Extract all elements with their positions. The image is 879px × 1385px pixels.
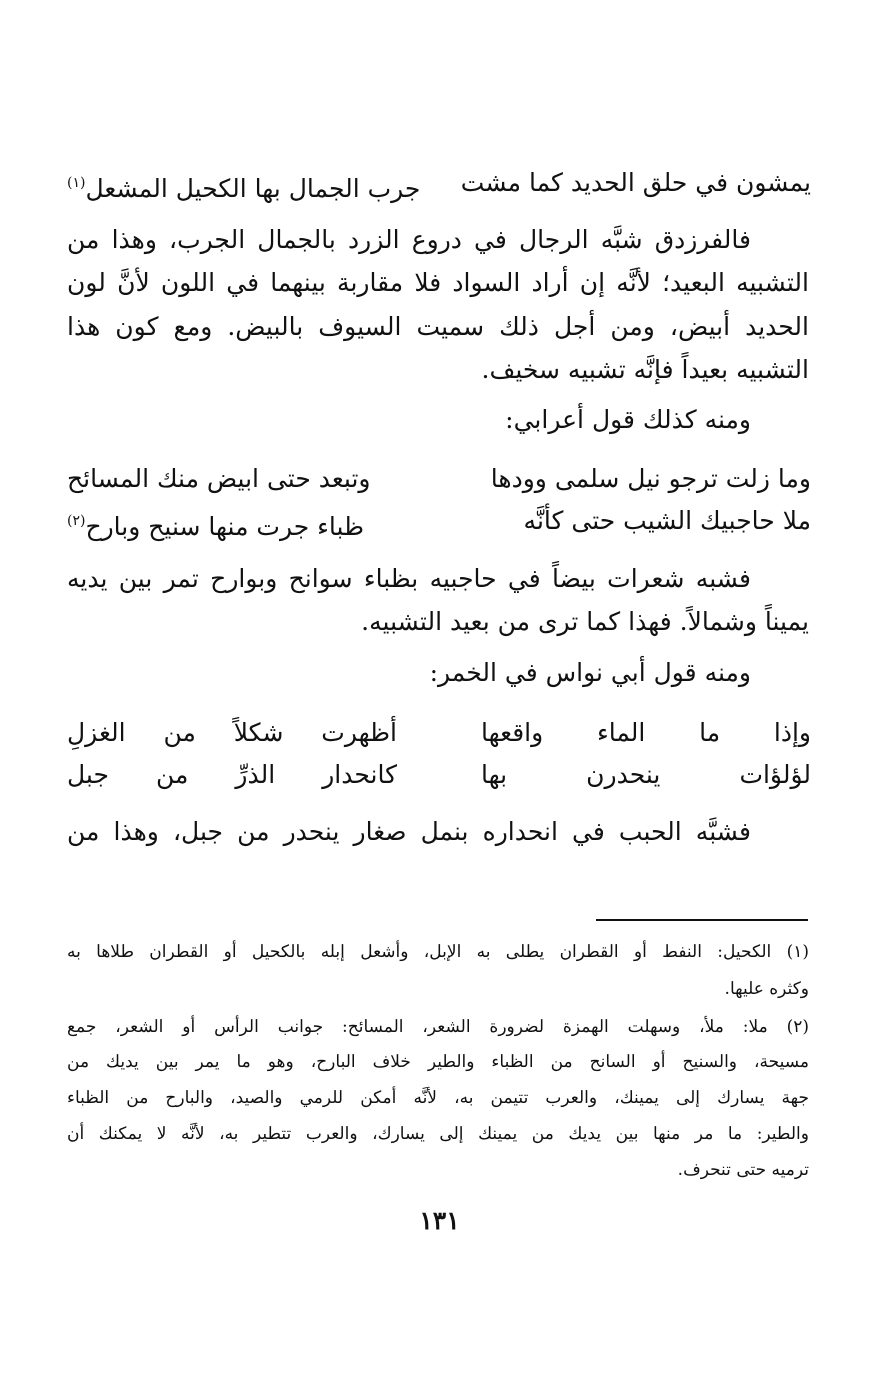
footnote-separator [596, 919, 808, 921]
verse-hemistich-second: أظهرت شكلاً من الغزلِ [67, 718, 397, 747]
verse-hemistich-first: لؤلؤات ينحدرن بها [481, 760, 811, 789]
section-intro: ومنه قول أبي نواس في الخمر: [429, 658, 751, 687]
paragraph-line: فشبَّه الحبب في انحداره بنمل صغار ينحدر من جبل، وهذا من [67, 817, 751, 846]
paragraph-line: الحديد أبيض، ومن أجل ذلك سميت السيوف بالبيض. ومع كون هذا [67, 312, 809, 341]
verse-hemistich-second: كانحدار الذرِّ من جبل [67, 760, 397, 789]
footnote-line: (١) الكحيل: النفط أو القطران يطلى به الإبل، وأشعل إبله بالكحيل أو القطران طلاها به [67, 942, 809, 962]
verse-hemistich-first: وما زلت ترجو نيل سلمى وودها [490, 464, 811, 493]
paragraph-line: يميناً وشمالاً. فهذا كما ترى من بعيد التشبيه. [361, 607, 809, 636]
verse-hemistich-text: جرب الجمال بها الكحيل المشعل [85, 174, 421, 203]
verse-hemistich-first: ملا حاجبيك الشيب حتى كأنَّه [523, 506, 811, 535]
section-intro: ومنه كذلك قول أعرابي: [505, 405, 751, 434]
verse-hemistich-first: يمشون في حلق الحديد كما مشت [460, 168, 811, 197]
footnote-line: وكثره عليها. [724, 979, 809, 999]
footnote-marker: (١) [67, 175, 86, 191]
footnote-line: ترميه حتى تنحرف. [677, 1160, 809, 1180]
footnote-line: والطير: ما مر منها بين يديك من يمينك إلى يسارك، والعرب تتطير به، لأنَّه لا يمكنك أن [67, 1124, 809, 1144]
page-number: ١٣١ [419, 1206, 460, 1235]
verse-hemistich-second [67, 166, 420, 206]
verse-hemistich-text: ظباء جرت منها سنيح وبارح [85, 512, 364, 541]
verse-hemistich-second [67, 504, 364, 544]
paragraph-line: فالفرزدق شبَّه الرجال في دروع الزرد بالجمال الجرب، وهذا من [67, 225, 751, 254]
paragraph-line: فشبه شعرات بيضاً في حاجبيه بظباء سوانح وبوارح تمر بين يديه [67, 564, 751, 593]
paragraph-line: التشبيه بعيداً فإنَّه تشبيه سخيف. [481, 355, 809, 384]
footnote-line: جهة يسارك إلى يمينك، والعرب تتيمن به، لأنَّه أمكن للرمي والصيد، والبارح من الظباء [67, 1088, 809, 1108]
footnote-line: (٢) ملا: ملأ، وسهلت الهمزة لضرورة الشعر، المسائح: جوانب الرأس أو الشعر، جمع [67, 1017, 809, 1037]
verse-hemistich-first: وإذا ما الماء واقعها [481, 718, 811, 747]
footnote-marker: (٢) [67, 513, 86, 529]
paragraph-line: التشبيه البعيد؛ لأنَّه إن أراد السواد فلا مقاربة بينهما في اللون لأنَّ لون [67, 268, 809, 297]
verse-hemistich-second: وتبعد حتى ابيض منك المسائح [67, 464, 371, 493]
footnote-line: مسيحة، والسنيح أو السانح من الظباء والطير خلاف البارح، وهو ما يمر بين يديك من [67, 1052, 809, 1072]
